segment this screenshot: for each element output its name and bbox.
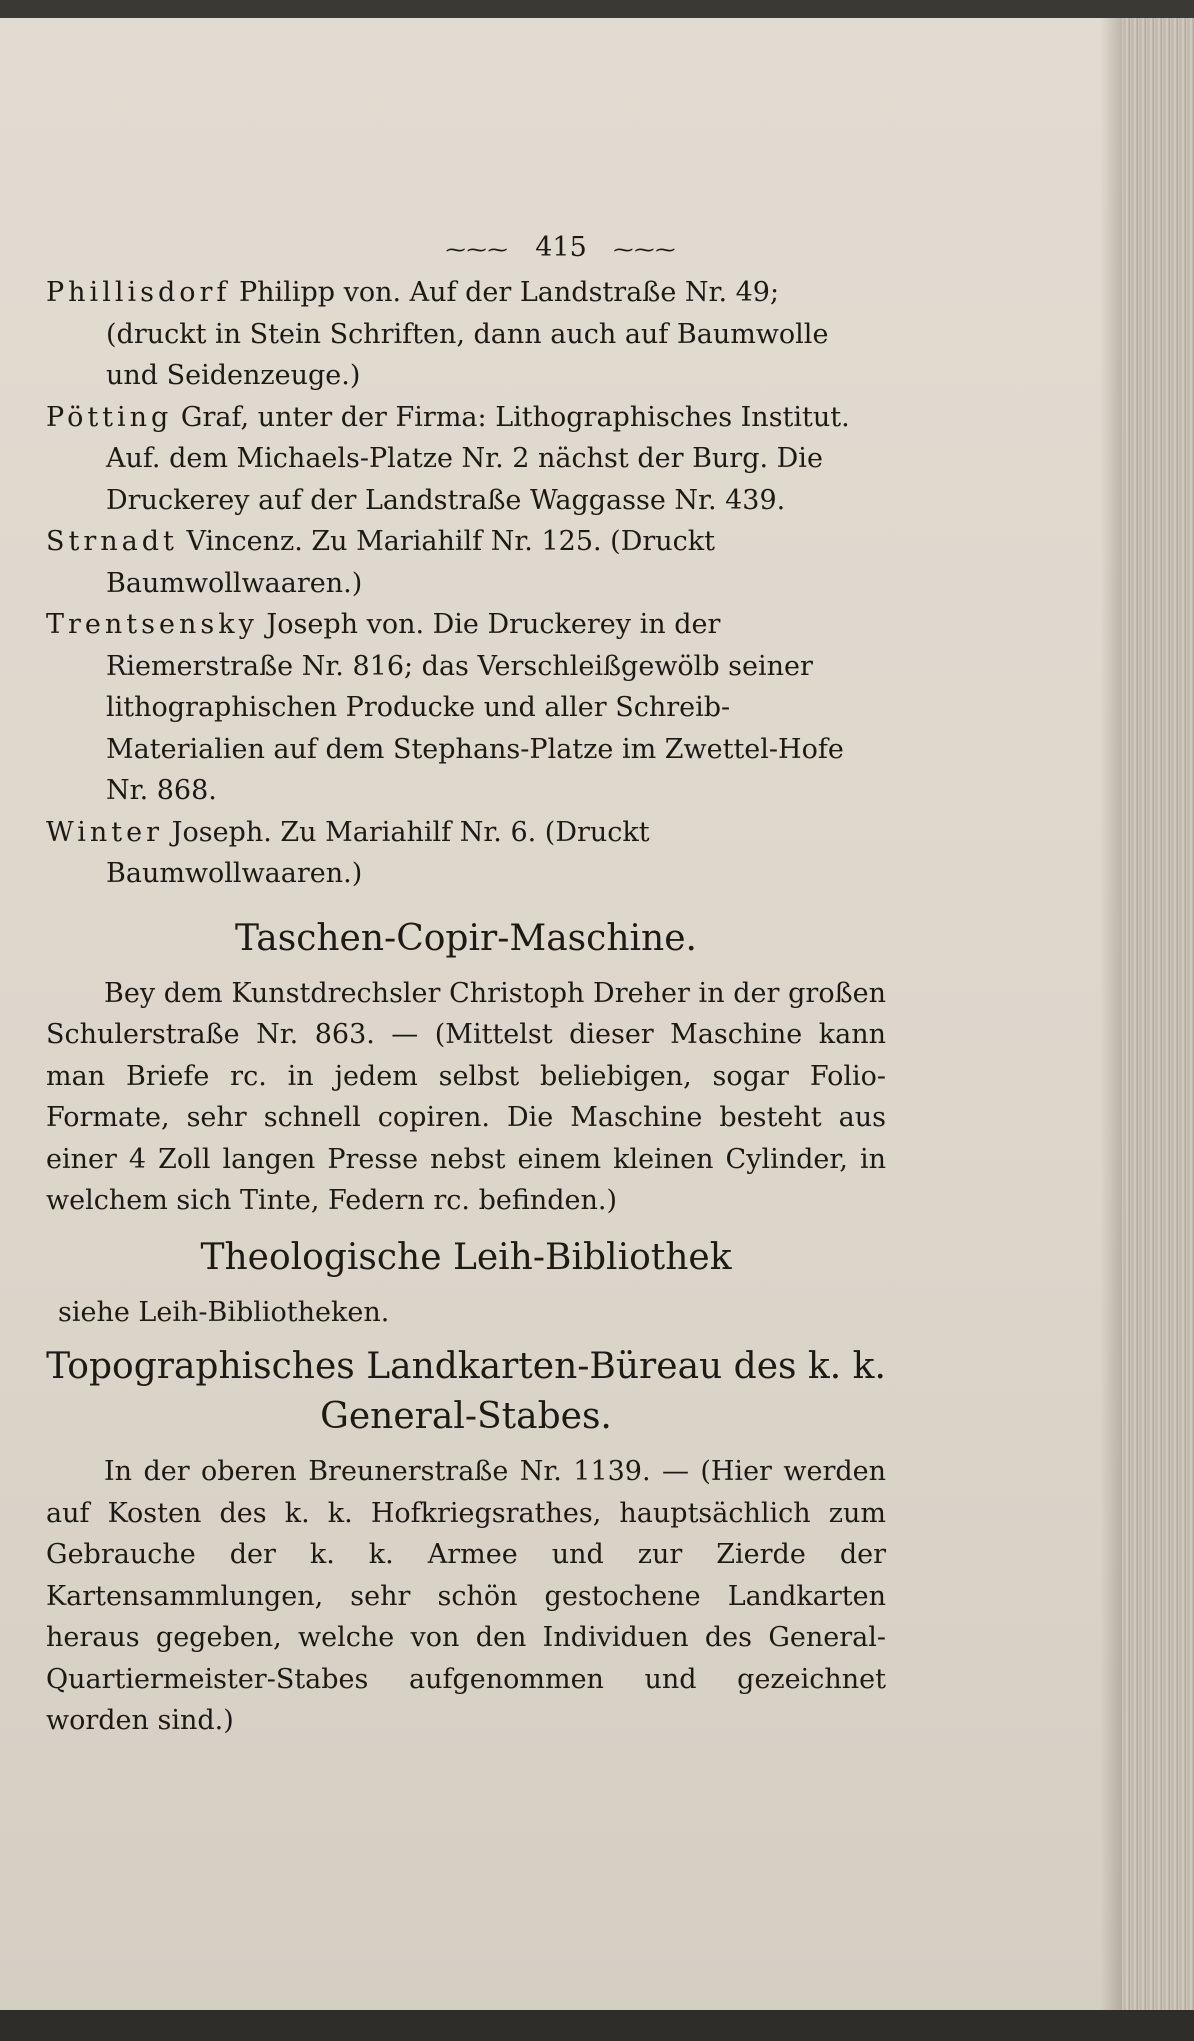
entry-text: Joseph von. Die Druckerey in der Riemerstraße Nr. 816; das Verschleißgewölb seiner lithographischen Producke und aller Schreib-Materialien auf dem Stephans-Platze im Zwettel-Hofe Nr. 868. [106, 609, 844, 806]
entry-name: Winter [46, 816, 164, 848]
section-paragraph: Bey dem Kunstdrechsler Christoph Dreher in der großen Schulerstraße Nr. 863. — (Mittelst dieser Maschine kann man Briefe rc. in jedem selbst beliebigen, sogar Folio-Formate, sehr schnell copiren. Die Maschine besteht aus einer 4 Zoll langen Presse nebst einem kleinen Cylinder, in welchem sich Tinte, Federn rc. befinden.) [46, 977, 886, 1216]
section-heading: Topographisches Landkarten-Büreau des k. k. [46, 1346, 886, 1387]
directory-entry [46, 397, 886, 522]
page-header [0, 228, 1122, 269]
directory-entry [46, 812, 886, 895]
entry-text: Philipp von. Auf der Landstraße Nr. 49; (druckt in Stein Schriften, dann auch auf Baumwolle und Seidenzeuge.) [106, 277, 829, 391]
directory-entry [46, 272, 886, 397]
header-ornament-right: ⁓⁓⁓ [613, 237, 677, 261]
page-edges [1122, 18, 1194, 2041]
header-ornament-left: ⁓⁓⁓ [445, 237, 509, 261]
directory-entry [46, 521, 886, 604]
section-paragraph: siehe Leih-Bibliotheken. [58, 1296, 390, 1328]
page-number: 415 [535, 232, 587, 263]
section-heading-continued: General-Stabes. [320, 1396, 612, 1437]
entry-text: Joseph. Zu Mariahilf Nr. 6. (Druckt Baumwollwaaren.) [106, 816, 650, 889]
entry-name: Pötting [46, 401, 173, 433]
page-body [46, 272, 886, 1742]
entry-name: Phillisdorf [46, 277, 231, 308]
entry-text: Graf, unter der Firma: Lithographisches Institut. Auf. dem Michaels-Platze Nr. 2 nächst der Burg. Die Druckerey auf der Landstraße Waggasse Nr. 439. [106, 401, 850, 516]
entry-text: Vincenz. Zu Mariahilf Nr. 125. (Druckt Baumwollwaaren.) [106, 526, 715, 599]
section-heading: Taschen-Copir-Maschine. [235, 917, 697, 959]
entry-name: Trentsensky [46, 609, 258, 640]
section-heading: Theologische Leih-Bibliothek [200, 1236, 732, 1278]
section-paragraph: In der oberen Breunerstraße Nr. 1139. — (Hier werden auf Kosten des k. k. Hofkriegsrathes, hauptsächlich zum Gebrauche der k. k. Armee und zur Zierde der Kartensammlungen, sehr schön gestochene Landkarten heraus gegeben, welche von den Individuen des General-Quartiermeister-Stabes aufgenommen und gezeichnet worden sind.) [46, 1456, 886, 1736]
scan-bottom-border [0, 2010, 1194, 2041]
directory-entry [46, 604, 886, 812]
entry-name: Strnadt [46, 526, 178, 557]
